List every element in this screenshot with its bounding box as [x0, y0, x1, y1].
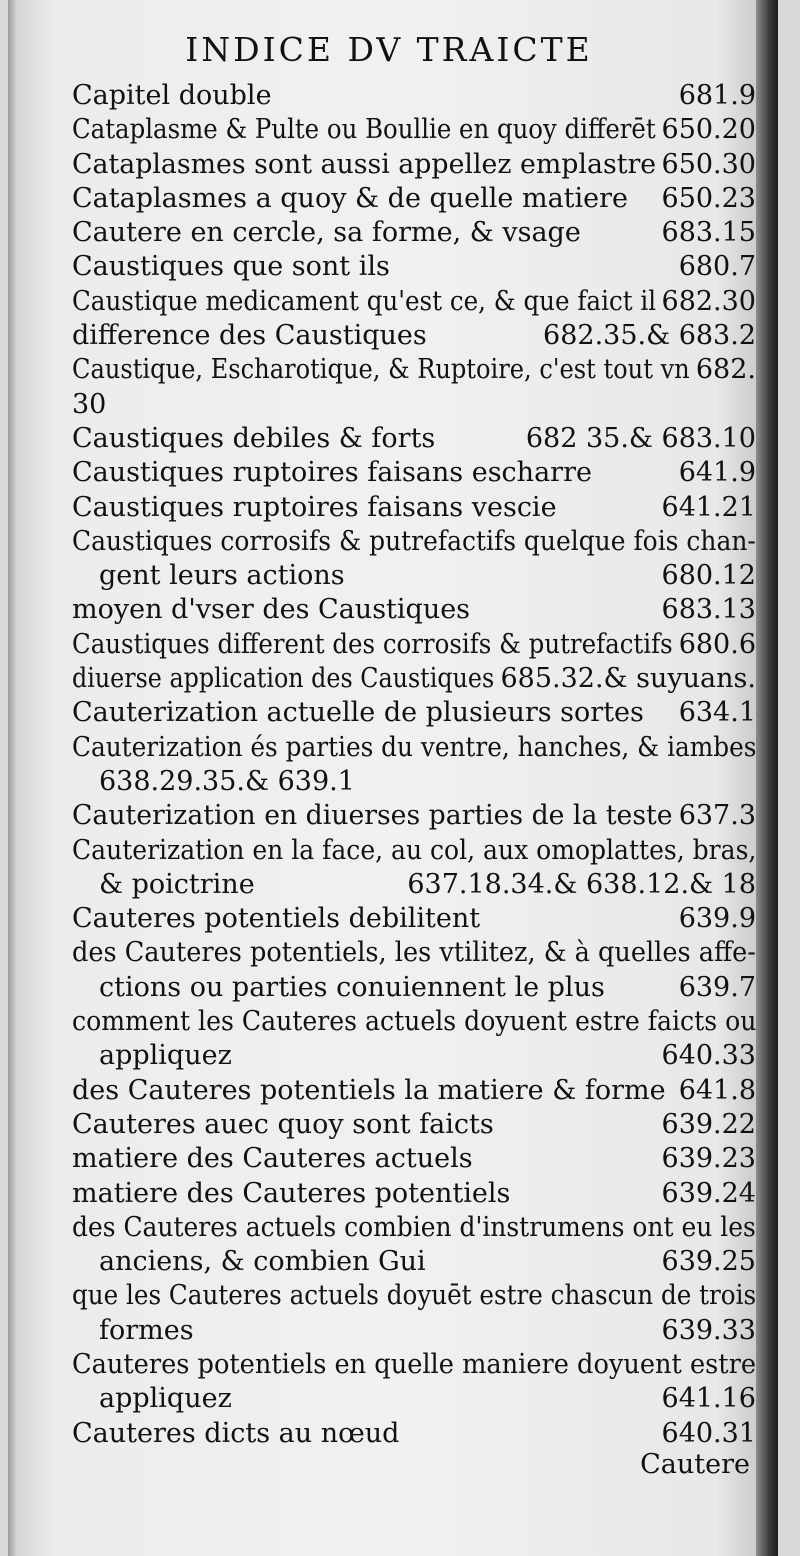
index-entry: [72, 250, 756, 284]
index-entry-page: 639.23: [661, 1143, 756, 1175]
index-entry-text: appliquez: [99, 1383, 232, 1415]
index-entry-page: 634.1: [678, 697, 756, 729]
index-entry-page: 650.30: [661, 148, 756, 180]
index-entry-text: Cauteres auec quoy sont faicts: [72, 1108, 494, 1140]
index-entry-text: comment les Cauteres actuels doyuent estre faicts ou: [72, 1006, 757, 1038]
index-entry: [72, 1211, 756, 1245]
index-entry-text: appliquez: [99, 1040, 232, 1072]
index-entry-page: 640.33: [661, 1040, 756, 1072]
index-entry: [72, 971, 756, 1005]
index-entry-text: matiere des Cauteres actuels: [72, 1143, 473, 1175]
index-entry-text: Caustiques corrosifs & putrefactifs quelque fois chan-: [72, 525, 756, 557]
index-entry-text: Capitel double: [72, 80, 272, 111]
index-entry-text: 638.29.35.& 639.1: [99, 765, 355, 797]
index-entry: [72, 1177, 756, 1211]
index-entry: [72, 834, 756, 868]
index-entry-page: 650.20: [661, 114, 756, 146]
index-entry-text: Cauteres potentiels en quelle maniere doyuent estre: [72, 1348, 756, 1380]
index-entry-page: 641.16: [661, 1383, 756, 1415]
index-entry: [72, 1279, 756, 1313]
index-entry-text: matiere des Cauteres potentiels: [72, 1177, 511, 1209]
index-entry: [72, 1039, 756, 1073]
index-entry-page: 639.7: [678, 971, 756, 1003]
index-entry-text: Caustiques debiles & forts: [72, 422, 436, 454]
index-entry: [72, 1348, 756, 1382]
index-entry-text: 30: [72, 388, 107, 420]
index-entry: [72, 422, 756, 456]
index-entry: [72, 1245, 756, 1279]
running-header: INDICE DV TRAICTE: [185, 30, 593, 69]
index-entry-page: 680.7: [678, 251, 756, 283]
page-edge-shadow: [756, 0, 778, 1556]
index-entry-page: 682 35.& 683.10: [525, 422, 756, 454]
index-entry-text: Caustiques ruptoires faisans vescie: [72, 491, 557, 523]
index-entry: [72, 868, 756, 902]
index-entry: [72, 319, 756, 353]
catchword: Cautere: [640, 1449, 750, 1480]
index-entry-page: 682.35.& 683.2: [543, 320, 756, 352]
index-entry-page: 639.22: [661, 1108, 756, 1140]
index-entry: [72, 799, 756, 833]
index-entry: [72, 1142, 756, 1176]
index-entry-text: Cataplasme & Pulte ou Boullie en quoy differēt: [72, 114, 656, 146]
index-entry-page: 683.13: [661, 594, 756, 626]
index-entry-text: des Cauteres potentiels la matiere & forme: [72, 1074, 666, 1106]
index-entry-page: 682.: [695, 354, 756, 386]
index-entry-text: gent leurs actions: [99, 560, 345, 592]
index-entry-text: Cataplasmes sont aussi appellez emplastre: [72, 148, 657, 180]
index-entry-text: moyen d'vser des Caustiques: [72, 594, 471, 626]
index-entry: [72, 902, 756, 936]
index-entry-text: Cauteres dicts au nœud: [72, 1417, 400, 1449]
index-entry-text: Caustique, Escharotique, & Ruptoire, c'est tout vn: [72, 354, 690, 386]
index-entry-page: 681.9: [678, 80, 756, 111]
index-entry-text: Caustiques ruptoires faisans escharre: [72, 457, 592, 489]
index-entry: [72, 353, 756, 387]
page-gutter-shadow: [8, 0, 16, 1556]
index-entry-page: 640.31: [661, 1417, 756, 1449]
index-entry: [72, 491, 756, 525]
index-entry: [72, 182, 756, 216]
index-entry: [72, 765, 756, 799]
index-entry-page: 650.23: [661, 182, 756, 214]
index-entry: [72, 1005, 756, 1039]
index-entry: [72, 113, 756, 147]
index-entry-page: 637.3: [678, 800, 756, 832]
index-entry: [72, 662, 756, 696]
index-entry-text: Cauterization en diuerses parties de la teste: [72, 800, 673, 832]
index-entry: [72, 628, 756, 662]
index-entry: [72, 1382, 756, 1416]
index-entry-text: que les Cauteres actuels doyuēt estre chascun de trois: [72, 1280, 757, 1312]
index-entry: [72, 1074, 756, 1108]
index-entry-text: formes: [99, 1314, 194, 1346]
index-entry-text: des Cauteres actuels combien d'instrumens ont eu les: [72, 1211, 756, 1243]
index-entry-text: ctions ou parties conuiennent le plus: [99, 971, 605, 1003]
index-entry-text: Cauterization en la face, au col, aux omoplattes, bras,: [72, 834, 757, 866]
index-entry: [72, 1108, 756, 1142]
index-entry: [72, 936, 756, 970]
index-entry: [72, 696, 756, 730]
index-entry-text: & poictrine: [99, 868, 255, 900]
index-entry: [72, 731, 756, 765]
index-entry-text: Caustiques different des corrosifs & putrefactifs: [72, 628, 673, 660]
index-entry: [72, 1417, 756, 1451]
index-entry-page: 639.24: [661, 1177, 756, 1209]
index-entry-page: 683.15: [661, 217, 756, 249]
index-entry-page: 641.21: [661, 491, 756, 523]
index-entry-page: 641.8: [678, 1074, 756, 1106]
index-entry-page: 682.30: [661, 285, 756, 317]
index-entry-page: 639.9: [678, 903, 756, 935]
index-entry-page: 639.33: [661, 1314, 756, 1346]
index-entry-text: Caustique medicament qu'est ce, & que faict il: [72, 285, 657, 317]
index-entry: [72, 148, 756, 182]
index-entry-text: Cauteres potentiels debilitent: [72, 903, 481, 935]
index-entry-text: Cataplasmes a quoy & de quelle matiere: [72, 182, 629, 214]
index-entry: [72, 216, 756, 250]
index-entry-text: difference des Caustiques: [72, 320, 427, 352]
index-entry: [72, 285, 756, 319]
index-entry: [72, 593, 756, 627]
index-entry-page: 639.25: [661, 1246, 756, 1278]
index-entry-text: Cauterization actuelle de plusieurs sortes: [72, 697, 644, 729]
index-entry-page: 685.32.& suyuans.: [500, 663, 756, 695]
index-entry-text: Cauterization és parties du ventre, hanches, & iambes: [72, 731, 757, 763]
index-entry: [72, 559, 756, 593]
index-entry-text: Cautere en cercle, sa forme, & vsage: [72, 217, 581, 249]
index-entry-list: [72, 79, 756, 1451]
index-entry: [72, 525, 756, 559]
index-entry-page: 680.12: [661, 560, 756, 592]
index-entry-text: diuerse application des Caustiques: [72, 663, 495, 695]
index-entry-page: 641.9: [678, 457, 756, 489]
index-entry-text: Caustiques que sont ils: [72, 251, 390, 283]
index-entry: [72, 388, 756, 422]
index-entry-page: 637.18.34.& 638.12.& 18: [407, 868, 756, 900]
index-entry: [72, 456, 756, 490]
index-entry-text: des Cauteres potentiels, les vtilitez, & à quelles affe-: [72, 937, 756, 969]
index-entry: [72, 1314, 756, 1348]
index-entry-page: 680.6: [678, 628, 756, 660]
index-entry: [72, 79, 756, 113]
index-entry-text: anciens, & combien Gui: [99, 1246, 426, 1278]
